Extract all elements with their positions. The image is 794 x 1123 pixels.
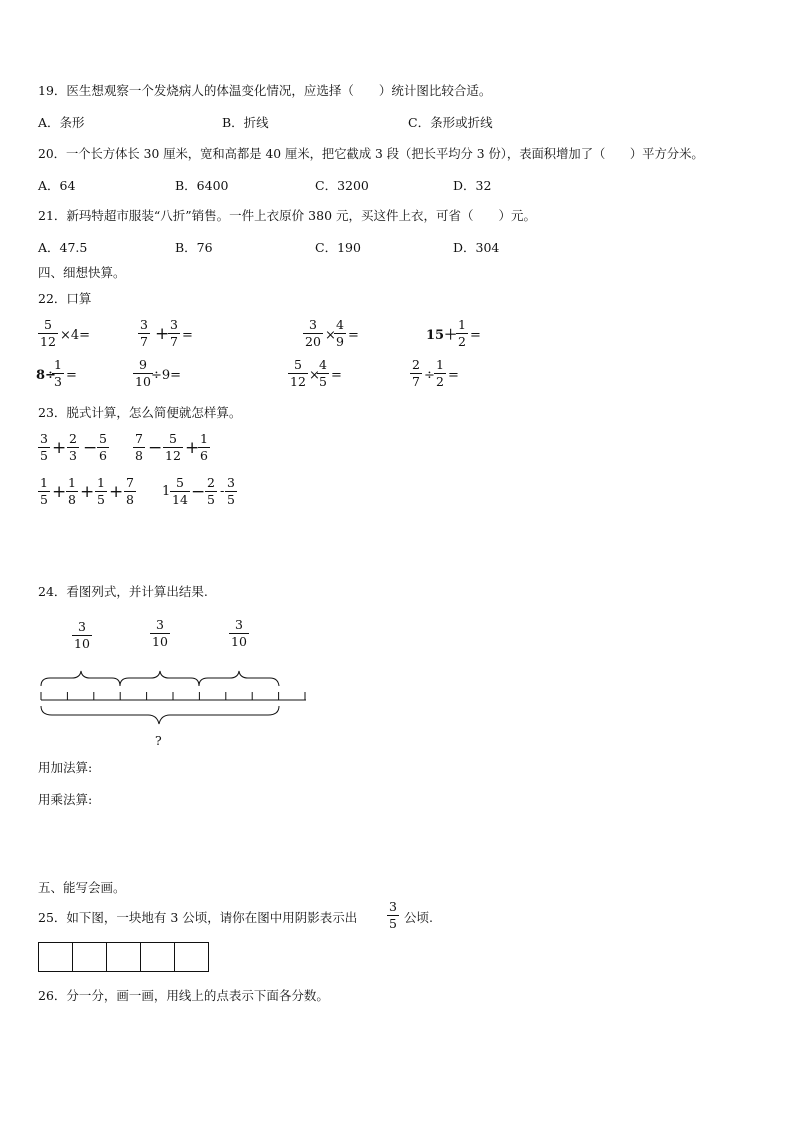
- operator: 15＋: [426, 328, 458, 343]
- fraction: 1 2: [436, 357, 444, 389]
- q25-question-post: 公顷.: [404, 910, 433, 925]
- q23-title: 23．脱式计算，怎么简便就怎样算。: [38, 405, 242, 420]
- fraction: 2 7: [412, 357, 420, 389]
- fraction: 2 3: [69, 431, 77, 463]
- segment-fraction: 3 10: [152, 617, 168, 649]
- q19-option-b: B．折线: [222, 115, 269, 130]
- q19-question: 19．医生想观察一个发烧病人的体温变化情况，应选择（ ）统计图比较合适。: [38, 83, 492, 98]
- operator: ÷9=: [151, 368, 182, 383]
- q24-title: 24．看图列式，并计算出结果.: [38, 584, 208, 599]
- fraction: 1 5: [40, 475, 48, 507]
- operator: +: [109, 482, 124, 502]
- operator: ×: [309, 368, 320, 383]
- q25-question-pre: 25．如下图，一块地有 3 公顷，请你在图中用阴影表示出: [38, 910, 358, 925]
- fraction: 1 6: [200, 431, 208, 463]
- fraction: 3 7: [170, 317, 178, 349]
- grid-cell[interactable]: [72, 942, 107, 972]
- operator: ×4=: [60, 328, 91, 343]
- operator: −: [83, 438, 98, 458]
- fraction: 7 8: [126, 475, 134, 507]
- fraction: 5 14: [172, 475, 188, 507]
- fraction: 2 5: [207, 475, 215, 507]
- q20-option-b: B．6400: [175, 178, 229, 193]
- fraction: 3 5: [40, 431, 48, 463]
- operator: =: [348, 328, 359, 343]
- operator: =: [470, 328, 481, 343]
- operator: ×: [325, 328, 336, 343]
- operator: +: [155, 324, 170, 344]
- segment-fraction: 3 10: [231, 617, 247, 649]
- operator: −: [191, 482, 206, 502]
- operator: -: [220, 484, 225, 499]
- section-heading-5: 五、能写会画。: [38, 880, 126, 895]
- ticks: [41, 692, 305, 700]
- section-heading-4: 四、细想快算。: [38, 265, 126, 280]
- operator: +: [185, 438, 200, 458]
- top-brace-1: [41, 671, 120, 686]
- operator: −: [148, 438, 163, 458]
- fraction: 1 5: [97, 475, 105, 507]
- q21-option-b: B．76: [175, 240, 213, 255]
- fraction: 9 10: [135, 357, 151, 389]
- fraction: 5 6: [99, 431, 107, 463]
- q20-question: 20．一个长方体长 30 厘米，宽和高都是 40 厘米，把它截成 3 段（把长平均分 3 份），表面积增加了（ ）平方分米。: [38, 147, 704, 161]
- mixed-number-whole: 1: [162, 484, 171, 499]
- q19-option-c: C．条形或折线: [408, 115, 493, 130]
- q21-option-a: A．47.5: [38, 240, 88, 255]
- q21-option-d: D．304: [453, 240, 500, 255]
- q20-option-d: D．32: [453, 178, 492, 193]
- multiplication-label: 用乘法算:: [38, 792, 93, 807]
- fraction: 3 5: [389, 899, 397, 931]
- grid-cell[interactable]: [174, 942, 209, 972]
- fraction: 5 12: [40, 317, 56, 349]
- fraction: 7 8: [135, 431, 143, 463]
- fraction: 4 9: [336, 317, 344, 349]
- operator: +: [80, 482, 95, 502]
- fraction: 5 12: [165, 431, 181, 463]
- operator: +: [52, 482, 67, 502]
- fraction: 3 7: [140, 317, 148, 349]
- q19-option-a: A．条形: [38, 115, 85, 130]
- fraction: 4 5: [319, 357, 327, 389]
- operator: =: [331, 368, 342, 383]
- top-brace-3: [199, 671, 279, 686]
- fraction: 1 2: [458, 317, 466, 349]
- fraction: 1 3: [54, 357, 62, 389]
- segment-fraction: 3 10: [74, 619, 90, 651]
- q21-question: 21．新玛特超市服装“八折”销售。一件上衣原价 380 元，买这件上衣，可省（ ）元。: [38, 208, 536, 223]
- q26-question: 26．分一分，画一画，用线上的点表示下面各分数。: [38, 988, 329, 1003]
- operator: =: [182, 328, 193, 343]
- operator: =: [66, 368, 77, 383]
- addition-label: 用加法算:: [38, 760, 93, 775]
- top-brace-2: [120, 671, 199, 686]
- q20-option-c: C．3200: [315, 178, 369, 193]
- bottom-brace: [41, 706, 279, 724]
- q20-option-a: A．64: [38, 178, 76, 193]
- question-mark: ?: [155, 733, 162, 748]
- operator: =: [448, 368, 459, 383]
- grid-cell[interactable]: [38, 942, 73, 972]
- grid-cell[interactable]: [106, 942, 141, 972]
- fraction: 5 12: [290, 357, 306, 389]
- operator: 8÷: [36, 368, 56, 383]
- operator: +: [52, 438, 67, 458]
- fraction: 3 5: [227, 475, 235, 507]
- land-grid: [38, 942, 209, 972]
- operator: ÷: [424, 368, 435, 383]
- fraction: 1 8: [68, 475, 76, 507]
- q22-title: 22．口算: [38, 291, 92, 306]
- fraction: 3 20: [305, 317, 321, 349]
- q21-option-c: C．190: [315, 240, 361, 255]
- grid-cell[interactable]: [140, 942, 175, 972]
